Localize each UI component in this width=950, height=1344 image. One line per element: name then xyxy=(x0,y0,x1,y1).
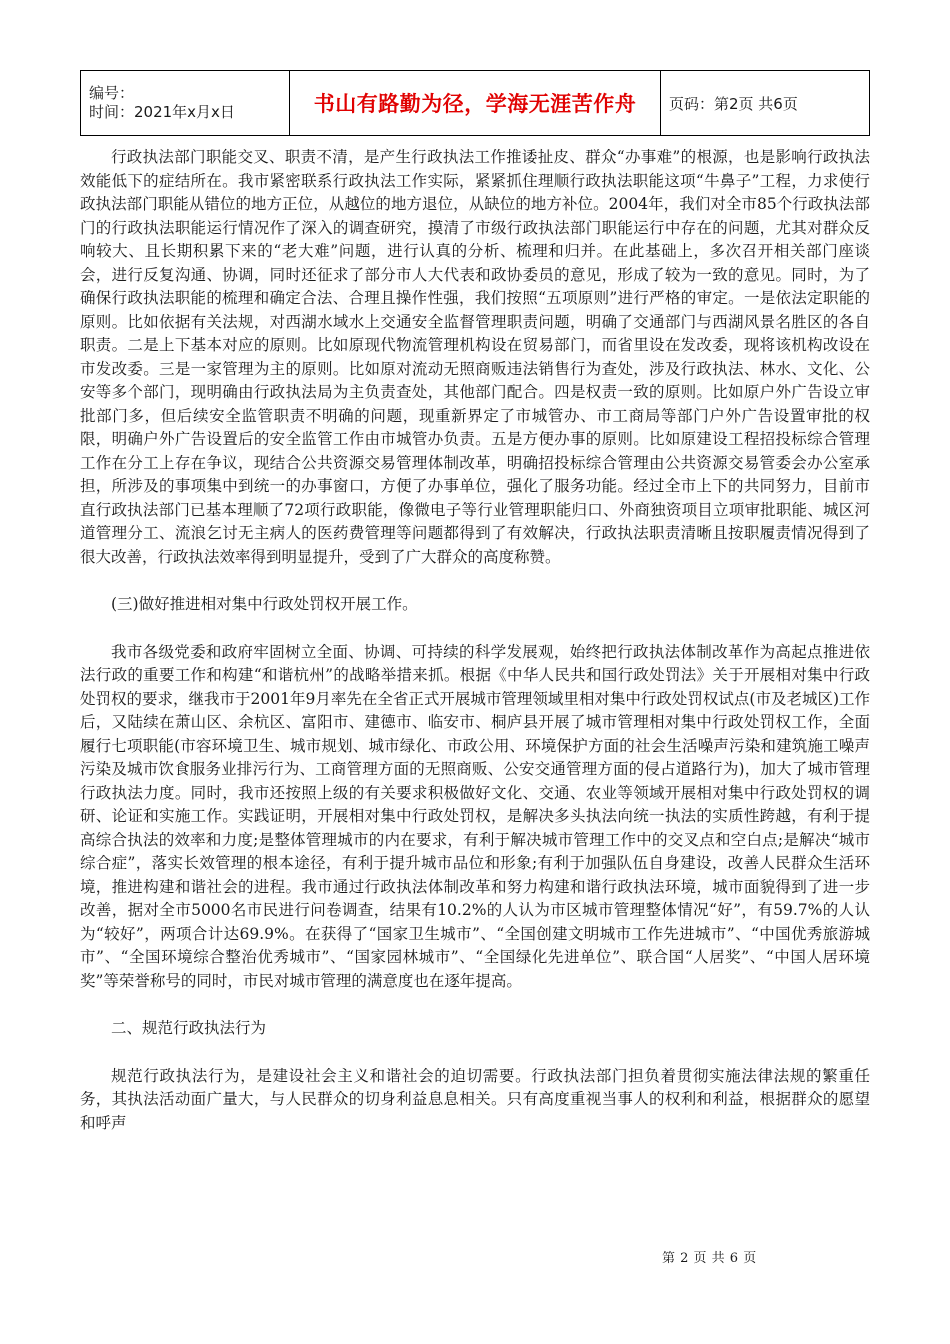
document-number-label: 编号： xyxy=(89,84,135,102)
section-heading: 二、规范行政执法行为 xyxy=(111,1019,267,1037)
page-footer: 第 2 页 共 6 页 xyxy=(662,1251,757,1266)
document-body xyxy=(80,146,870,1135)
header-motto: 书山有路勤为径，学海无涯苦作舟 xyxy=(290,71,661,136)
document-header xyxy=(80,70,870,136)
document-time-label: 时间：2021年x月x日 xyxy=(89,103,235,121)
body-paragraph: 行政执法部门职能交叉、职责不清，是产生行政执法工作推诿扯皮、群众“办事难”的根源，也是影响行政执法效能低下的症结所在。我市紧密联系行政执法工作实际，紧紧抓住理顺行政执法职能这项“牛鼻子”工程，力求使行政执法部门职能从错位的地方正位，从越位的地方退位，从缺位的地方补位。2004年，我们对全市85个行政执法部门的行政执法职能运行情况作了深入的调查研究，摸清了市级行政执法部门职能运行中存在的问题，尤其对群众反响较大、且长期积累下来的“老大难”问题，进行认真的分析、梳理和归并。在此基础上，多次召开相关部门座谈会，进行反复沟通、协调，同时还征求了部分市人大代表和政协委员的意见，形成了较为一致的意见。同时，为了确保行政执法职能的梳理和确定合法、合理且操作性强，我们按照“五项原则”进行严格的审定。一是依法定职能的原则。比如依据有关法规，对西湖水域水上交通安全监督管理职责问题，明确了交通部门与西湖风景名胜区的各自职责。二是上下基本对应的原则。比如原现代物流管理机构设在贸易部门，而省里设在发改委，现将该机构改设在市发改委。三是一家管理为主的原则。比如原对流动无照商贩违法销售行为查处，涉及行政执法、林水、文化、公安等多个部门，现明确由行政执法局为主负责查处，其他部门配合。四是权责一致的原则。比如原户外广告设立审批部门多，但后续安全监管职责不明确的问题，现重新界定了市城管办、市工商局等部门户外广告设置审批的权限，明确户外广告设置后的安全监管工作由市城管办负责。五是方便办事的原则。比如原建设工程招投标综合管理工作在分工上存在争议，现结合公共资源交易管理体制改革，明确招投标综合管理由公共资源交易管委会办公室承担，所涉及的事项集中到统一的办事窗口，方便了办事单位，强化了服务功能。经过全市上下的共同努力，目前市直行政执法部门已基本理顺了72项行政职能，像微电子等行业管理职能归口、外商独资项目立项审批职能、城区河道管理分工、流浪乞讨无主病人的医药费管理等问题都得到了有效解决，行政执法职责清晰且按职履责情况得到了很大改善，行政执法效率得到明显提升，受到了广大群众的高度称赞。 xyxy=(80,148,870,566)
body-paragraph: 我市各级党委和政府牢固树立全面、协调、可持续的科学发展观，始终把行政执法体制改革作为高起点推进依法行政的重要工作和构建“和谐杭州”的战略举措来抓。根据《中华人民共和国行政处罚法》关于开展相对集中行政处罚权的要求，继我市于2001年9月率先在全省正式开展城市管理领域里相对集中行政处罚权试点(市及老城区)工作后，又陆续在萧山区、余杭区、富阳市、建德市、临安市、桐庐县开展了城市管理相对集中行政处罚权工作，全面履行七项职能(市容环境卫生、城市规划、城市绿化、市政公用、环境保护方面的社会生活噪声污染和建筑施工噪声污染及城市饮食服务业排污行为、工商管理方面的无照商贩、公安交通管理方面的侵占道路行为)，加大了城市管理行政执法力度。同时，我市还按照上级的有关要求积极做好文化、交通、农业等领域开展相对集中行政处罚权的调研、论证和实施工作。实践证明，开展相对集中行政处罚权，是解决多头执法向统一执法的实质性跨越，有利于提高综合执法的效率和力度;是整体管理城市的内在要求，有利于解决城市管理工作中的交叉点和空白点;是解决“城市综合症”，落实长效管理的根本途径，有利于提升城市品位和形象;有利于加强队伍自身建设，改善人民群众生活环境，推进构建和谐社会的进程。我市通过行政执法体制改革和努力构建和谐行政执法环境，城市面貌得到了进一步改善，据对全市5000名市民进行问卷调查，结果有10.2%的人认为市区城市管理整体情况“好”，有59.7%的人认为“较好”，两项合计达69.9%。在获得了“国家卫生城市”、“全国创建文明城市工作先进城市”、“中国优秀旅游城市”、“全国环境综合整治优秀城市”、“国家园林城市”、“全国绿化先进单位”、联合国“人居奖”、“中国人居环境奖”等荣誉称号的同时，市民对城市管理的满意度也在逐年提高。 xyxy=(80,642,870,990)
header-page-number: 页码：第2页 共6页 xyxy=(661,71,870,136)
section-heading: (三)做好推进相对集中行政处罚权开展工作。 xyxy=(111,595,418,613)
header-meta xyxy=(81,71,290,136)
body-paragraph: 规范行政执法行为，是建设社会主义和谐社会的迫切需要。行政执法部门担负着贯彻实施法律法规的繁重任务，其执法活动面广量大，与人民群众的切身利益息息相关。只有高度重视当事人的权利和利益，根据群众的愿望和呼声 xyxy=(80,1066,870,1132)
